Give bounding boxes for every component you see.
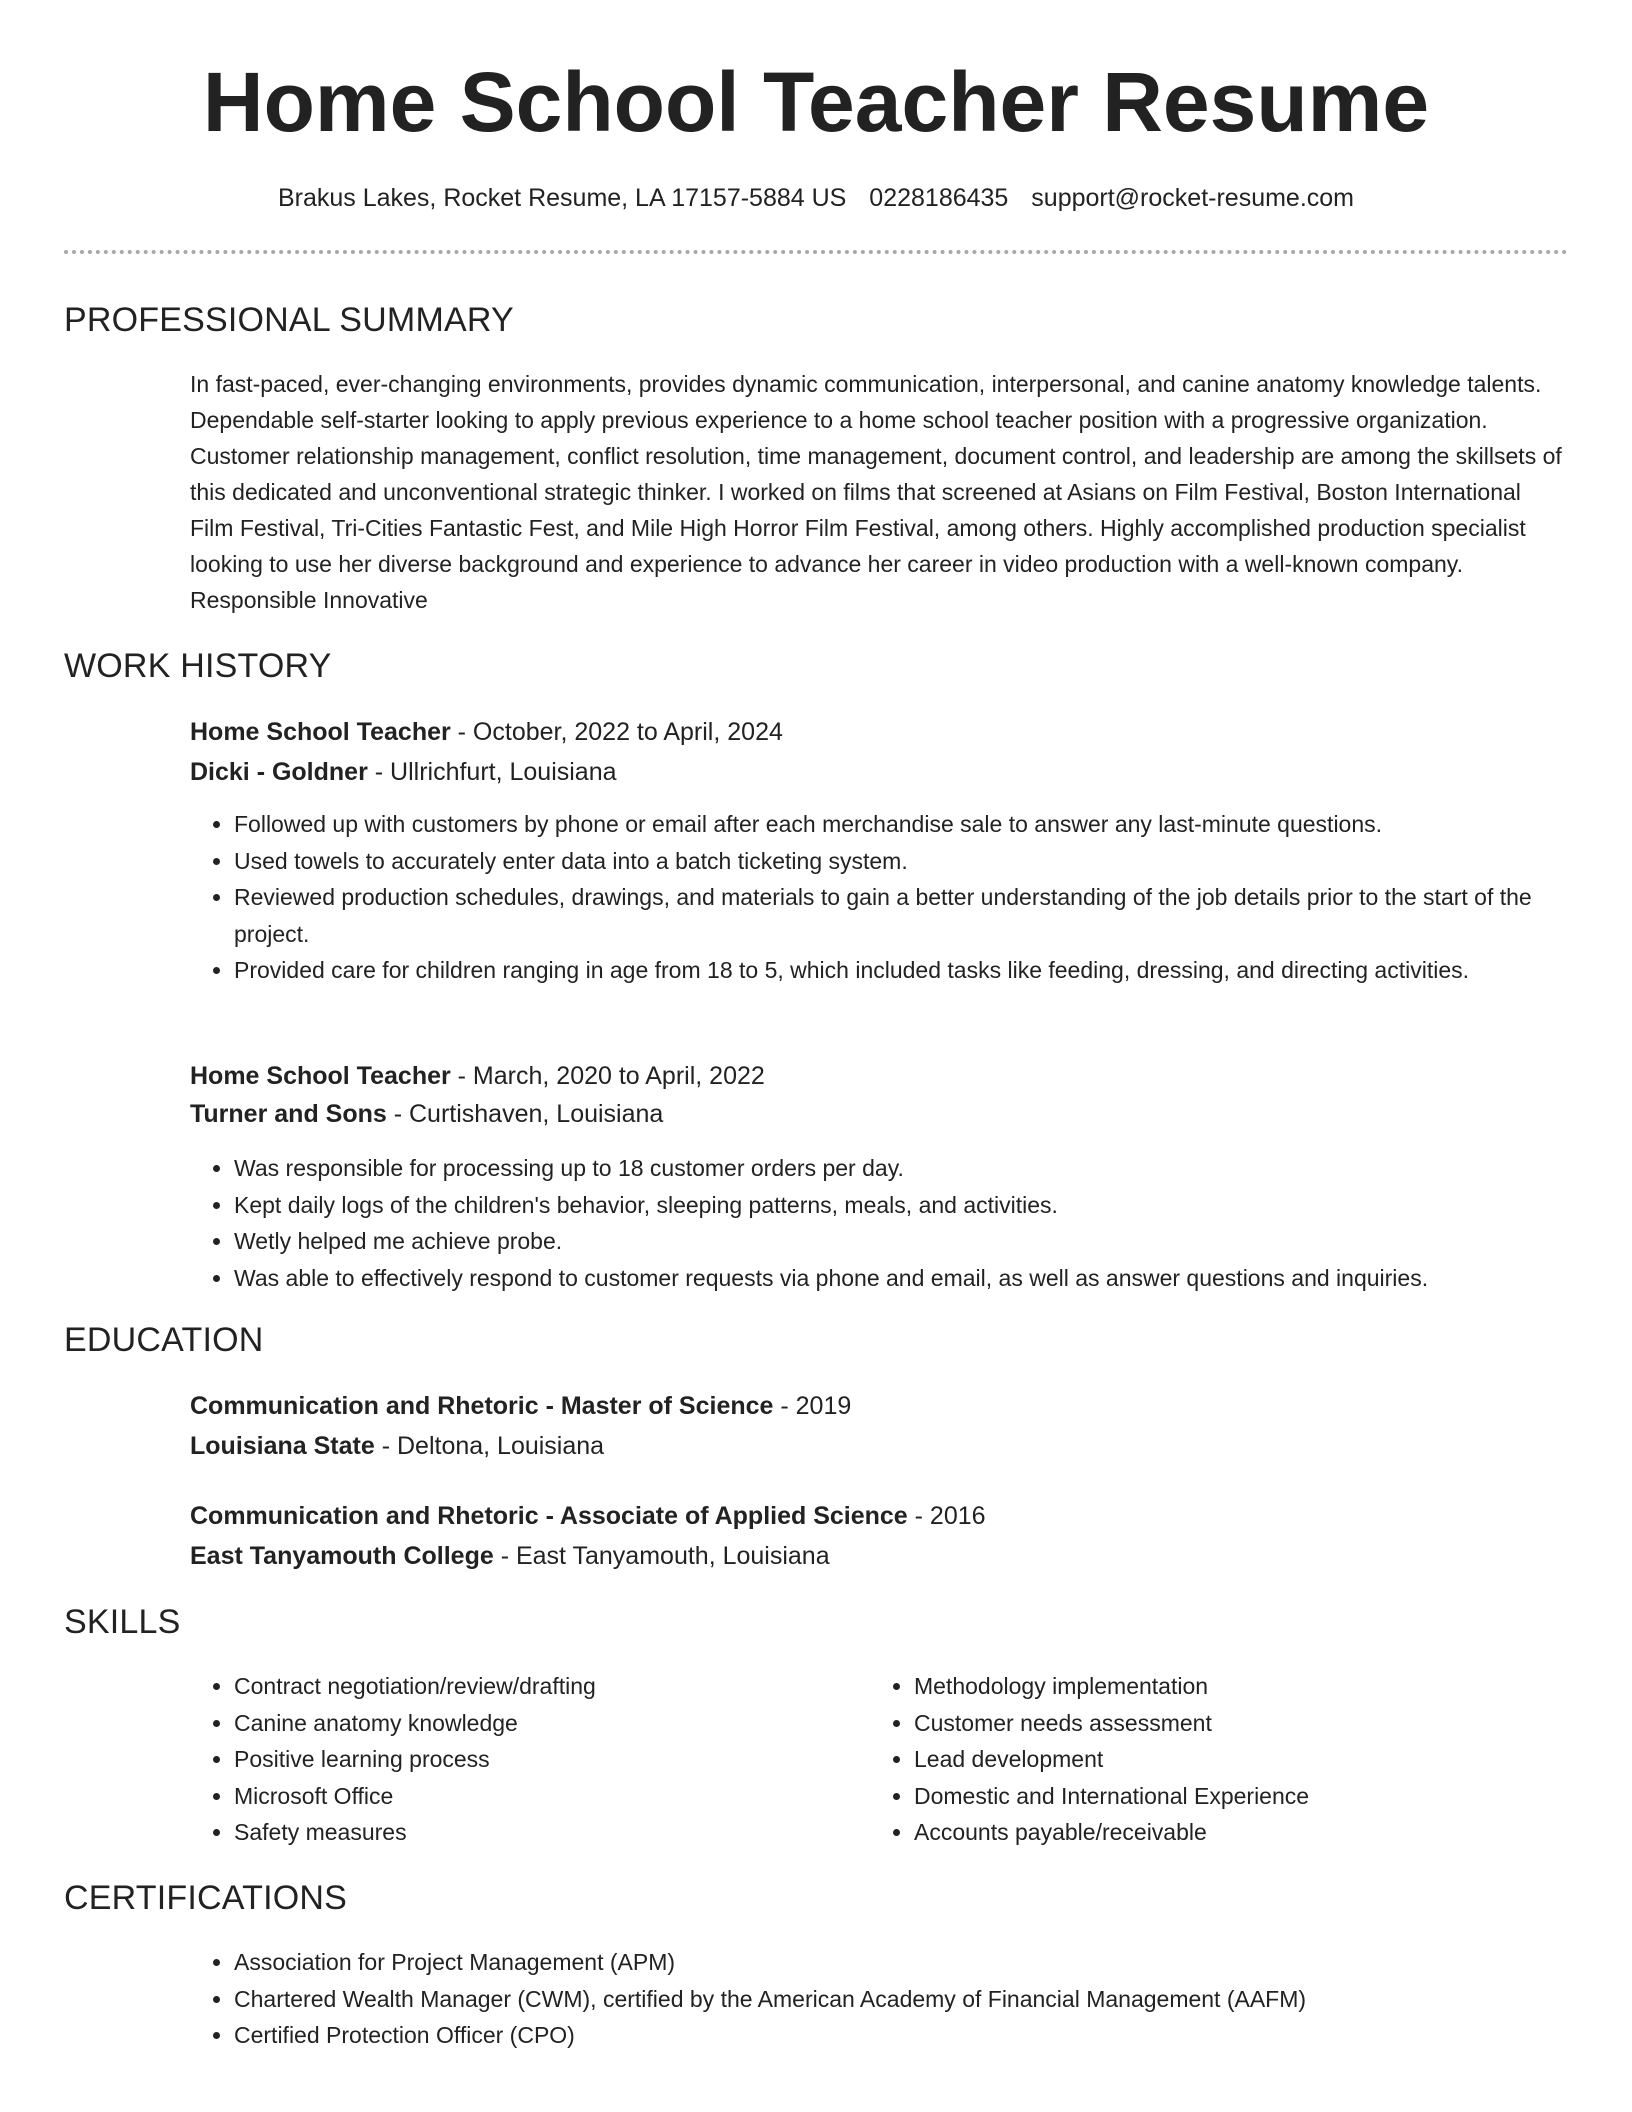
list-item: • Was responsible for processing up to 18 customer orders per day. (234, 1150, 1594, 1187)
list-item: • Canine anatomy knowledge (234, 1705, 854, 1742)
skills-right-list (870, 1668, 1534, 1851)
education-2-degree-line (190, 1498, 986, 1534)
job-2-title-line (190, 1058, 765, 1094)
list-item: • Positive learning process (234, 1741, 854, 1778)
list-item: • Contract negotiation/review/drafting (234, 1668, 854, 1705)
list-item: • Certified Protection Officer (CPO) (234, 2017, 1594, 2054)
list-item: • Kept daily logs of the children's behavior, sleeping patterns, meals, and activities. (234, 1187, 1594, 1224)
job-1-title: Home School Teacher (190, 718, 451, 746)
list-item: • Microsoft Office (234, 1778, 854, 1815)
header-divider (64, 250, 1568, 254)
list-item: • Association for Project Management (APM) (234, 1944, 1594, 1981)
education-2-school: East Tanyamouth College (190, 1542, 494, 1570)
list-item: • Chartered Wealth Manager (CWM), certified by the American Academy of Financial Management (AAFM) (234, 1981, 1594, 2018)
resume-title: Home School Teacher Resume (202, 55, 1430, 149)
list-item: • Wetly helped me achieve probe. (234, 1223, 1594, 1260)
education-1-school: Louisiana State (190, 1432, 375, 1460)
contact-email: support@rocket-resume.com (1031, 184, 1355, 212)
list-item: • Safety measures (234, 1814, 854, 1851)
list-item: • Customer needs assessment (914, 1705, 1534, 1742)
list-item: • Methodology implementation (914, 1668, 1534, 1705)
contact-info (0, 180, 1632, 216)
contact-address: Brakus Lakes, Rocket Resume, LA 17157-5884 US (277, 184, 847, 212)
list-item: • Accounts payable/receivable (914, 1814, 1534, 1851)
list-item: • Lead development (914, 1741, 1534, 1778)
job-1-title-line (190, 714, 783, 750)
job-1-company: Dicki - Goldner (190, 758, 368, 786)
list-item: • Followed up with customers by phone or email after each merchandise sale to answer any last-minute questions. (234, 806, 1594, 843)
education-2-year: - 2016 (907, 1502, 986, 1530)
education-2-location: - East Tanyamouth, Louisiana (493, 1542, 830, 1570)
list-item: • Domestic and International Experience (914, 1778, 1534, 1815)
education-heading: EDUCATION (64, 1321, 264, 1359)
job-2-title: Home School Teacher (190, 1062, 451, 1090)
list-item: • Reviewed production schedules, drawings, and materials to gain a better understanding of the job details prior to the start of the project. (234, 879, 1594, 952)
education-1-year: - 2019 (773, 1392, 852, 1420)
education-2-degree: Communication and Rhetoric - Associate of Applied Science (190, 1502, 908, 1530)
contact-phone: 0228186435 (869, 184, 1009, 212)
job-2-bullets (190, 1150, 1594, 1296)
list-item: • Used towels to accurately enter data into a batch ticketing system. (234, 843, 1594, 880)
summary-heading: PROFESSIONAL SUMMARY (64, 301, 514, 339)
skills-left-list (190, 1668, 854, 1851)
education-1-school-line (190, 1428, 604, 1464)
job-1-company-line (190, 754, 617, 790)
job-2-company-line (190, 1096, 663, 1132)
work-history-heading: WORK HISTORY (64, 647, 332, 685)
education-1-degree-line (190, 1388, 851, 1424)
skills-heading: SKILLS (64, 1603, 181, 1641)
job-1-location: - Ullrichfurt, Louisiana (367, 758, 617, 786)
education-1-degree: Communication and Rhetoric - Master of Science (190, 1392, 774, 1420)
education-1-location: - Deltona, Louisiana (374, 1432, 605, 1460)
job-2-company: Turner and Sons (190, 1100, 387, 1128)
job-2-location: - Curtishaven, Louisiana (386, 1100, 664, 1128)
education-2-school-line (190, 1538, 830, 1574)
certifications-heading: CERTIFICATIONS (64, 1879, 348, 1917)
job-2-dates: - March, 2020 to April, 2022 (450, 1062, 765, 1090)
summary-text: In fast-paced, ever-changing environments, provides dynamic communication, interpersonal, and canine anatomy knowledge talents. Dependable self-starter looking to apply previous experience to a home school teacher position with a progressive organization. Customer relationship management, conflict resolution, time management, document control, and leadership are among the skillsets of this dedicated and unconventional strategic thinker. I worked on films that screened at Asians on Film Festival, Boston International Film Festival, Tri-Cities Fantastic Fest, and Mile High Horror Film Festival, among others. Highly accomplished production specialist looking to use her diverse background and experience to advance her career in video production with a well-known company. Responsible Innovative (190, 371, 1562, 613)
list-item: • Was able to effectively respond to customer requests via phone and email, as well as answer questions and inquiries. (234, 1260, 1594, 1297)
certifications-list (190, 1944, 1594, 2054)
job-1-dates: - October, 2022 to April, 2024 (450, 718, 783, 746)
list-item: • Provided care for children ranging in age from 18 to 5, which included tasks like feeding, dressing, and directing activities. (234, 952, 1594, 989)
job-1-bullets (190, 806, 1594, 989)
